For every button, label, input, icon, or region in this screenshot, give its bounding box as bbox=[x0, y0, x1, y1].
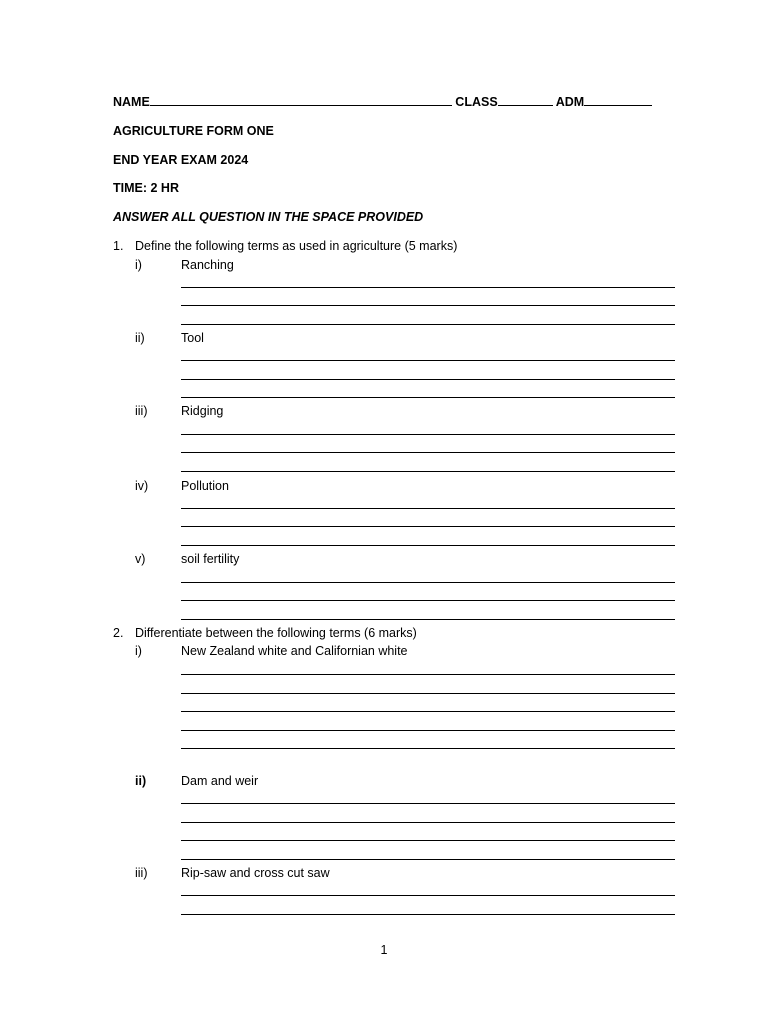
answer-line[interactable] bbox=[181, 600, 675, 601]
adm-field[interactable] bbox=[584, 94, 652, 106]
answer-line[interactable] bbox=[181, 619, 675, 620]
answer-line[interactable] bbox=[181, 895, 675, 896]
q1-part-v-text: soil fertility bbox=[181, 552, 240, 566]
answer-line[interactable] bbox=[181, 748, 675, 749]
question-2-number: 2. bbox=[113, 626, 124, 640]
answer-line[interactable] bbox=[181, 674, 675, 675]
answer-line[interactable] bbox=[181, 822, 675, 823]
q1-part-iii-label: iii) bbox=[135, 404, 148, 418]
answer-line[interactable] bbox=[181, 287, 675, 288]
question-1-text: Define the following terms as used in agriculture (5 marks) bbox=[135, 239, 458, 253]
answer-line[interactable] bbox=[181, 324, 675, 325]
q1-part-iii-text: Ridging bbox=[181, 404, 224, 418]
answer-line[interactable] bbox=[181, 526, 675, 527]
answer-line[interactable] bbox=[181, 582, 675, 583]
q2-part-iii-label: iii) bbox=[135, 866, 148, 880]
answer-line[interactable] bbox=[181, 693, 675, 694]
q2-part-ii-text: Dam and weir bbox=[181, 774, 259, 788]
name-label: NAME bbox=[113, 95, 150, 109]
answer-line[interactable] bbox=[181, 730, 675, 731]
q2-part-i-label: i) bbox=[135, 644, 142, 658]
student-info-line bbox=[113, 94, 652, 110]
q1-part-i-label: i) bbox=[135, 258, 142, 272]
class-label: CLASS bbox=[455, 95, 498, 109]
answer-line[interactable] bbox=[181, 434, 675, 435]
q2-part-i-text: New Zealand white and Californian white bbox=[181, 644, 408, 658]
q2-part-iii-text: Rip-saw and cross cut saw bbox=[181, 866, 330, 880]
exam-title: END YEAR EXAM 2024 bbox=[113, 153, 249, 167]
instructions: ANSWER ALL QUESTION IN THE SPACE PROVIDED bbox=[113, 210, 424, 224]
adm-label: ADM bbox=[555, 95, 585, 109]
answer-line[interactable] bbox=[181, 305, 675, 306]
answer-line[interactable] bbox=[181, 840, 675, 841]
question-2-text: Differentiate between the following terms (6 marks) bbox=[135, 626, 417, 640]
q1-part-ii-label: ii) bbox=[135, 331, 145, 345]
subject-title: AGRICULTURE FORM ONE bbox=[113, 124, 274, 138]
answer-line[interactable] bbox=[181, 545, 675, 546]
answer-line[interactable] bbox=[181, 471, 675, 472]
class-field[interactable] bbox=[498, 94, 553, 106]
q1-part-iv-label: iv) bbox=[135, 479, 149, 493]
answer-line[interactable] bbox=[181, 397, 675, 398]
question-1-number: 1. bbox=[113, 239, 124, 253]
answer-line[interactable] bbox=[181, 859, 675, 860]
answer-line[interactable] bbox=[181, 452, 675, 453]
answer-line[interactable] bbox=[181, 508, 675, 509]
q1-part-i-text: Ranching bbox=[181, 258, 234, 272]
name-field[interactable] bbox=[150, 94, 452, 106]
q2-part-ii-label: ii) bbox=[135, 774, 147, 788]
answer-line[interactable] bbox=[181, 711, 675, 712]
answer-line[interactable] bbox=[181, 379, 675, 380]
answer-line[interactable] bbox=[181, 803, 675, 804]
page-number: 1 bbox=[380, 943, 388, 957]
q1-part-v-label: v) bbox=[135, 552, 146, 566]
q1-part-ii-text: Tool bbox=[181, 331, 204, 345]
q1-part-iv-text: Pollution bbox=[181, 479, 229, 493]
exam-time: TIME: 2 HR bbox=[113, 181, 179, 195]
answer-line[interactable] bbox=[181, 914, 675, 915]
answer-line[interactable] bbox=[181, 360, 675, 361]
